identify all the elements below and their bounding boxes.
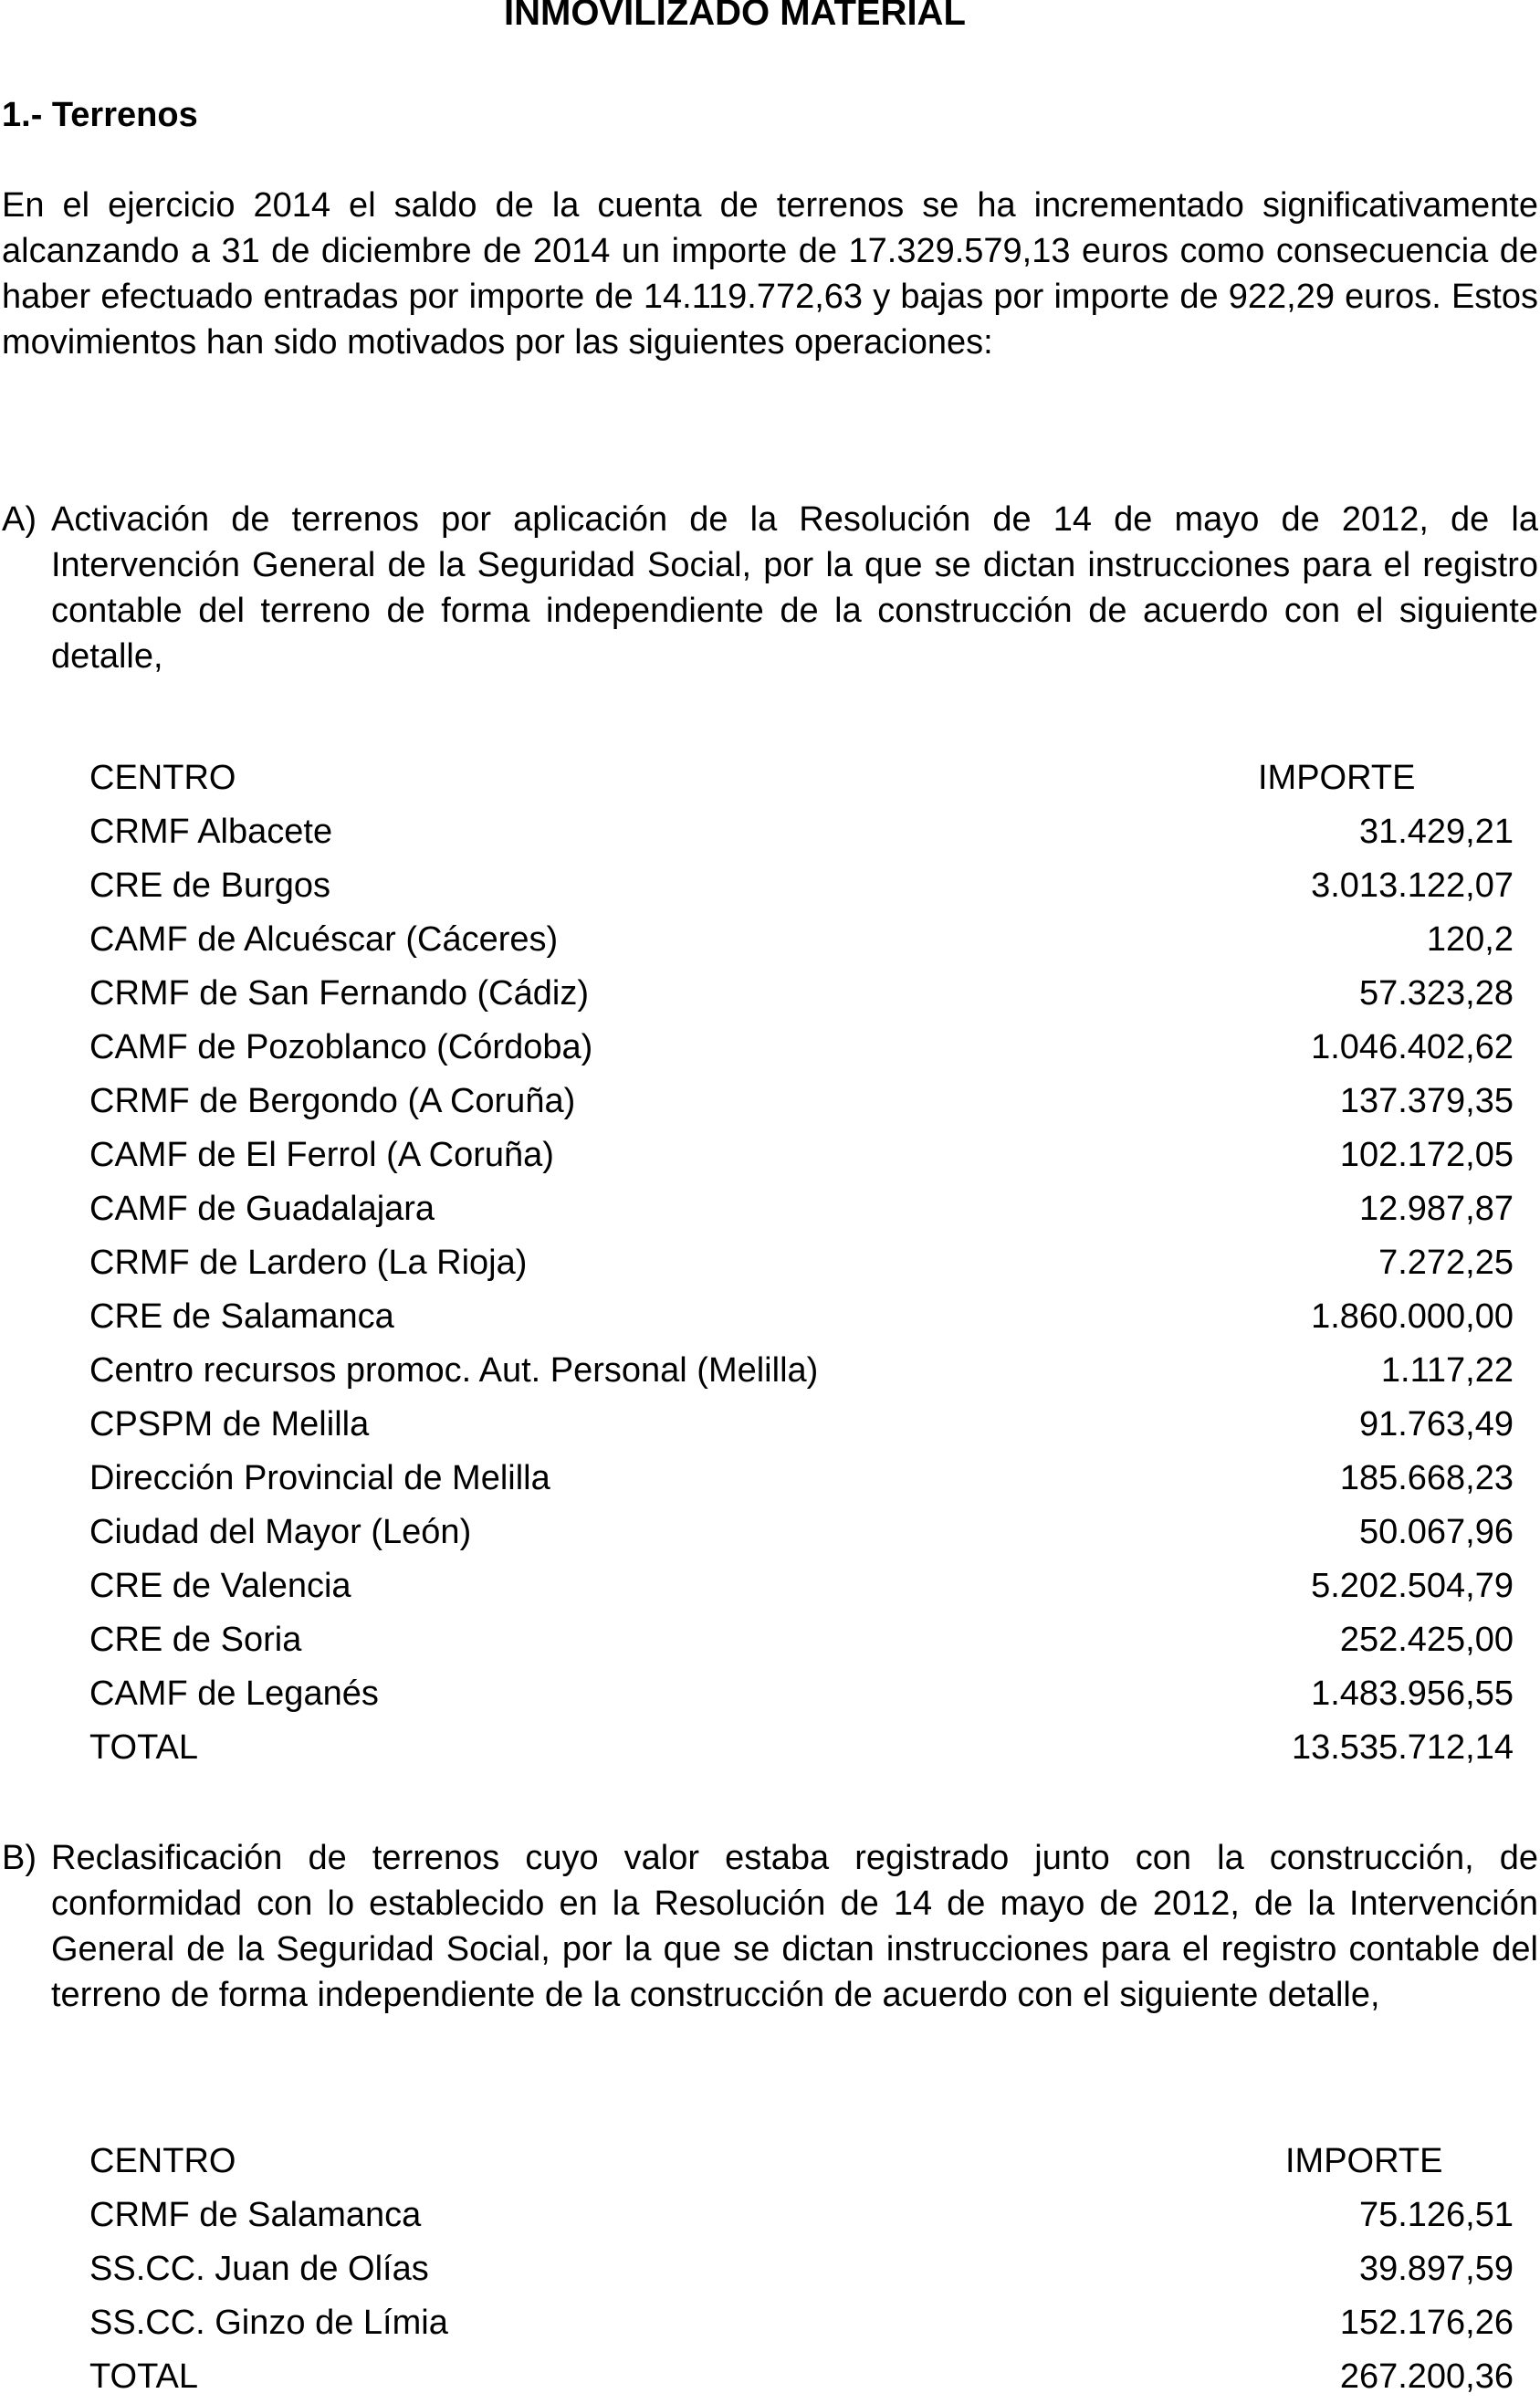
centro-cell: CAMF de Guadalajara (89, 1190, 435, 1228)
centro-cell: Ciudad del Mayor (León) (89, 1513, 472, 1551)
table-row (89, 913, 1514, 967)
centro-cell: Centro recursos promoc. Aut. Personal (Melilla) (89, 1351, 819, 1390)
importe-cell: 1.860.000,00 (1311, 1297, 1514, 1336)
table-row (89, 1129, 1514, 1182)
table-row (89, 1021, 1514, 1075)
intro-paragraph: En el ejercicio 2014 el saldo de la cuenta de terrenos se ha incrementado significativamente alcanzando a 31 de diciembre de 2014 un importe de 17.329.579,13 euros como consecuencia de haber efectuado entradas por importe de 14.119.772,63 y bajas por importe de 922,29 euros. Estos movimientos han sido motivados por las siguientes operaciones: (2, 186, 1538, 362)
centro-cell: CRE de Burgos (89, 866, 331, 905)
importe-cell: 252.425,00 (1339, 1621, 1514, 1659)
table-row (89, 1236, 1514, 1290)
table-row (89, 2296, 1514, 2350)
table-row (89, 1506, 1514, 1559)
section-heading: 1.- Terrenos (2, 96, 198, 134)
table-b-body (89, 2189, 1514, 2350)
importe-cell: 3.013.122,07 (1311, 866, 1514, 905)
importe-cell: 137.379,35 (1339, 1082, 1514, 1120)
table-a-header-row (89, 751, 1514, 805)
table-b-header-centro: CENTRO (89, 2142, 236, 2180)
centro-cell: CRMF de San Fernando (Cádiz) (89, 974, 589, 1013)
centro-cell: CRE de Salamanca (89, 1297, 394, 1336)
importe-cell: 1.117,22 (1380, 1351, 1514, 1390)
centro-cell: CAMF de El Ferrol (A Coruña) (89, 1136, 554, 1174)
table-a-header-importe: IMPORTE (1258, 759, 1416, 797)
table-row (89, 967, 1514, 1021)
centro-cell: CRMF de Bergondo (A Coruña) (89, 1082, 576, 1120)
table-b-header-importe: IMPORTE (1285, 2142, 1443, 2180)
table-a (89, 751, 1514, 1775)
table-b (89, 2135, 1514, 2404)
importe-cell: 7.272,25 (1378, 1244, 1514, 1282)
block-a-letter: A) (2, 500, 37, 539)
centro-cell: CRMF de Lardero (La Rioja) (89, 1244, 528, 1282)
table-row (89, 1398, 1514, 1452)
table-row (89, 1290, 1514, 1344)
block-b-text: Reclasificación de terrenos cuyo valor estaba registrado junto con la construcción, de conformidad con lo establecido en la Resolución de 14 de mayo de 2012, de la Intervención General de la Seguridad Social, por la que se dictan instrucciones para el registro contable del terreno de forma independiente de la construcción de acuerdo con el siguiente detalle, (51, 1839, 1538, 2014)
block-b-letter: B) (2, 1839, 37, 1877)
importe-cell: 50.067,96 (1358, 1513, 1514, 1551)
centro-cell: SS.CC. Juan de Olías (89, 2250, 429, 2288)
importe-cell: 152.176,26 (1339, 2304, 1514, 2342)
table-b-total-importe: 267.200,36 (1339, 2357, 1514, 2396)
importe-cell: 91.763,49 (1358, 1405, 1514, 1443)
centro-cell: CAMF de Leganés (89, 1674, 379, 1713)
table-row (89, 2242, 1514, 2296)
importe-cell: 102.172,05 (1339, 1136, 1514, 1174)
importe-cell: 120,2 (1426, 920, 1514, 959)
centro-cell: CAMF de Alcuéscar (Cáceres) (89, 920, 559, 959)
centro-cell: CRE de Valencia (89, 1567, 351, 1605)
importe-cell: 1.046.402,62 (1311, 1028, 1514, 1066)
table-a-total-row (89, 1721, 1514, 1775)
table-row (89, 1452, 1514, 1506)
table-row (89, 1344, 1514, 1398)
importe-cell: 31.429,21 (1358, 813, 1514, 851)
table-row (89, 859, 1514, 913)
centro-cell: SS.CC. Ginzo de Límia (89, 2304, 448, 2342)
centro-cell: Dirección Provincial de Melilla (89, 1459, 550, 1497)
centro-cell: CAMF de Pozoblanco (Córdoba) (89, 1028, 593, 1066)
table-row (89, 2189, 1514, 2242)
importe-cell: 75.126,51 (1358, 2196, 1514, 2234)
table-row (89, 1667, 1514, 1721)
importe-cell: 39.897,59 (1358, 2250, 1514, 2288)
table-a-total-label: TOTAL (89, 1728, 198, 1767)
centro-cell: CRMF Albacete (89, 813, 333, 851)
table-row (89, 1613, 1514, 1667)
centro-cell: CRE de Soria (89, 1621, 302, 1659)
table-b-total-label: TOTAL (89, 2357, 198, 2396)
centro-cell: CRMF de Salamanca (89, 2196, 422, 2234)
centro-cell: CPSPM de Melilla (89, 1405, 370, 1443)
block-b (2, 1835, 1538, 2018)
table-b-total-row (89, 2350, 1514, 2404)
block-a (2, 497, 1538, 679)
table-row (89, 1559, 1514, 1613)
table-b-header-row (89, 2135, 1514, 2189)
importe-cell: 1.483.956,55 (1311, 1674, 1514, 1713)
table-a-header-centro: CENTRO (89, 759, 236, 797)
importe-cell: 5.202.504,79 (1311, 1567, 1514, 1605)
table-row (89, 1182, 1514, 1236)
table-row (89, 1075, 1514, 1129)
importe-cell: 185.668,23 (1339, 1459, 1514, 1497)
importe-cell: 12.987,87 (1358, 1190, 1514, 1228)
document-title: INMOVILIZADO MATERIAL (504, 0, 966, 33)
block-a-text: Activación de terrenos por aplicación de la Resolución de 14 de mayo de 2012, de la Intervención General de la Seguridad Social, por la que se dictan instrucciones para el registro contable del terreno de forma independiente de la construcción de acuerdo con el siguiente detalle, (51, 500, 1538, 676)
table-a-body (89, 805, 1514, 1721)
table-row (89, 805, 1514, 859)
importe-cell: 57.323,28 (1358, 974, 1514, 1013)
table-a-total-importe: 13.535.712,14 (1291, 1728, 1514, 1767)
